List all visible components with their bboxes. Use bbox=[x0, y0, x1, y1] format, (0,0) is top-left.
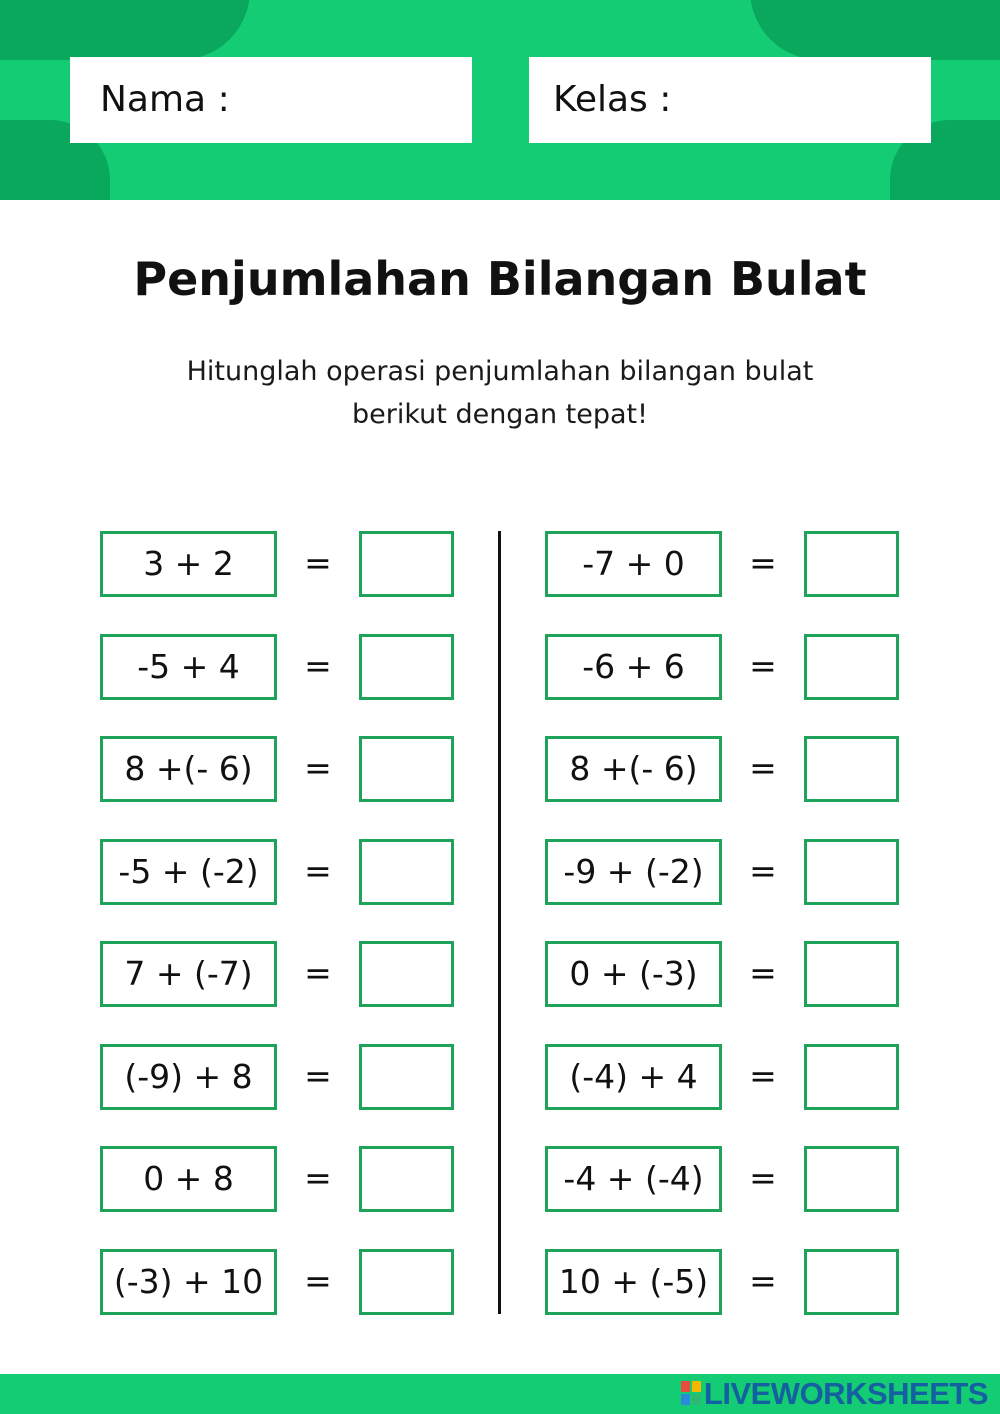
column-divider bbox=[498, 531, 501, 1314]
expression-box: -4 + (-4) bbox=[545, 1146, 722, 1212]
equals-sign: = bbox=[304, 1055, 332, 1095]
equals-sign: = bbox=[304, 1158, 332, 1197]
expression-box: 0 + (-3) bbox=[545, 941, 722, 1007]
equals-sign: = bbox=[304, 645, 332, 685]
answer-box[interactable] bbox=[359, 1044, 454, 1110]
answer-box[interactable] bbox=[804, 1249, 899, 1315]
equals-sign: = bbox=[749, 1260, 777, 1300]
answer-box[interactable] bbox=[804, 941, 899, 1007]
page-title: Penjumlahan Bilangan Bulat bbox=[133, 252, 867, 306]
name-label: Nama : bbox=[100, 79, 230, 120]
answer-box[interactable] bbox=[359, 1249, 454, 1315]
answer-box[interactable] bbox=[804, 839, 899, 905]
equals-sign: = bbox=[749, 953, 777, 992]
equals-sign: = bbox=[749, 645, 777, 685]
equals-sign: = bbox=[749, 1055, 777, 1095]
answer-box[interactable] bbox=[359, 1146, 454, 1212]
class-field[interactable] bbox=[529, 57, 931, 143]
equals-sign: = bbox=[304, 1260, 332, 1300]
brand-logo-icon bbox=[681, 1381, 701, 1405]
class-label: Kelas : bbox=[553, 79, 672, 120]
decor-shape bbox=[750, 0, 1000, 60]
answer-box[interactable] bbox=[804, 531, 899, 597]
expression-box: 0 + 8 bbox=[100, 1146, 277, 1212]
expression-box: -9 + (-2) bbox=[545, 839, 722, 905]
equals-sign: = bbox=[749, 748, 777, 787]
expression-box: -6 + 6 bbox=[545, 634, 722, 700]
equals-sign: = bbox=[304, 748, 332, 787]
answer-box[interactable] bbox=[359, 531, 454, 597]
header-banner bbox=[0, 0, 1000, 200]
answer-box[interactable] bbox=[804, 736, 899, 802]
expression-box: 8 +(- 6) bbox=[545, 736, 722, 802]
expression-box: (-4) + 4 bbox=[545, 1044, 722, 1110]
answer-box[interactable] bbox=[804, 1146, 899, 1212]
expression-box: (-9) + 8 bbox=[100, 1044, 277, 1110]
instruction-line-2: berikut dengan tepat! bbox=[352, 399, 648, 430]
expression-box: 10 + (-5) bbox=[545, 1249, 722, 1315]
instructions bbox=[100, 350, 900, 436]
footer-bar bbox=[0, 1374, 1000, 1414]
answer-box[interactable] bbox=[359, 634, 454, 700]
liveworksheets-logo bbox=[681, 1374, 988, 1414]
expression-box: -7 + 0 bbox=[545, 531, 722, 597]
answer-box[interactable] bbox=[359, 736, 454, 802]
equals-sign: = bbox=[749, 1158, 777, 1197]
brand-text: LIVEWORKSHEETS bbox=[703, 1376, 988, 1411]
equals-sign: = bbox=[304, 953, 332, 992]
expression-box: -5 + (-2) bbox=[100, 839, 277, 905]
equals-sign: = bbox=[304, 850, 332, 890]
expression-box: 8 +(- 6) bbox=[100, 736, 277, 802]
answer-box[interactable] bbox=[804, 1044, 899, 1110]
answer-box[interactable] bbox=[359, 839, 454, 905]
expression-box: -5 + 4 bbox=[100, 634, 277, 700]
equals-sign: = bbox=[749, 543, 777, 582]
expression-box: (-3) + 10 bbox=[100, 1249, 277, 1315]
decor-shape bbox=[0, 0, 250, 60]
answer-box[interactable] bbox=[359, 941, 454, 1007]
expression-box: 7 + (-7) bbox=[100, 941, 277, 1007]
equals-sign: = bbox=[749, 850, 777, 890]
instruction-line-1: Hitunglah operasi penjumlahan bilangan bulat bbox=[186, 356, 814, 387]
expression-box: 3 + 2 bbox=[100, 531, 277, 597]
name-field[interactable] bbox=[70, 57, 472, 143]
equals-sign: = bbox=[304, 543, 332, 582]
answer-box[interactable] bbox=[804, 634, 899, 700]
